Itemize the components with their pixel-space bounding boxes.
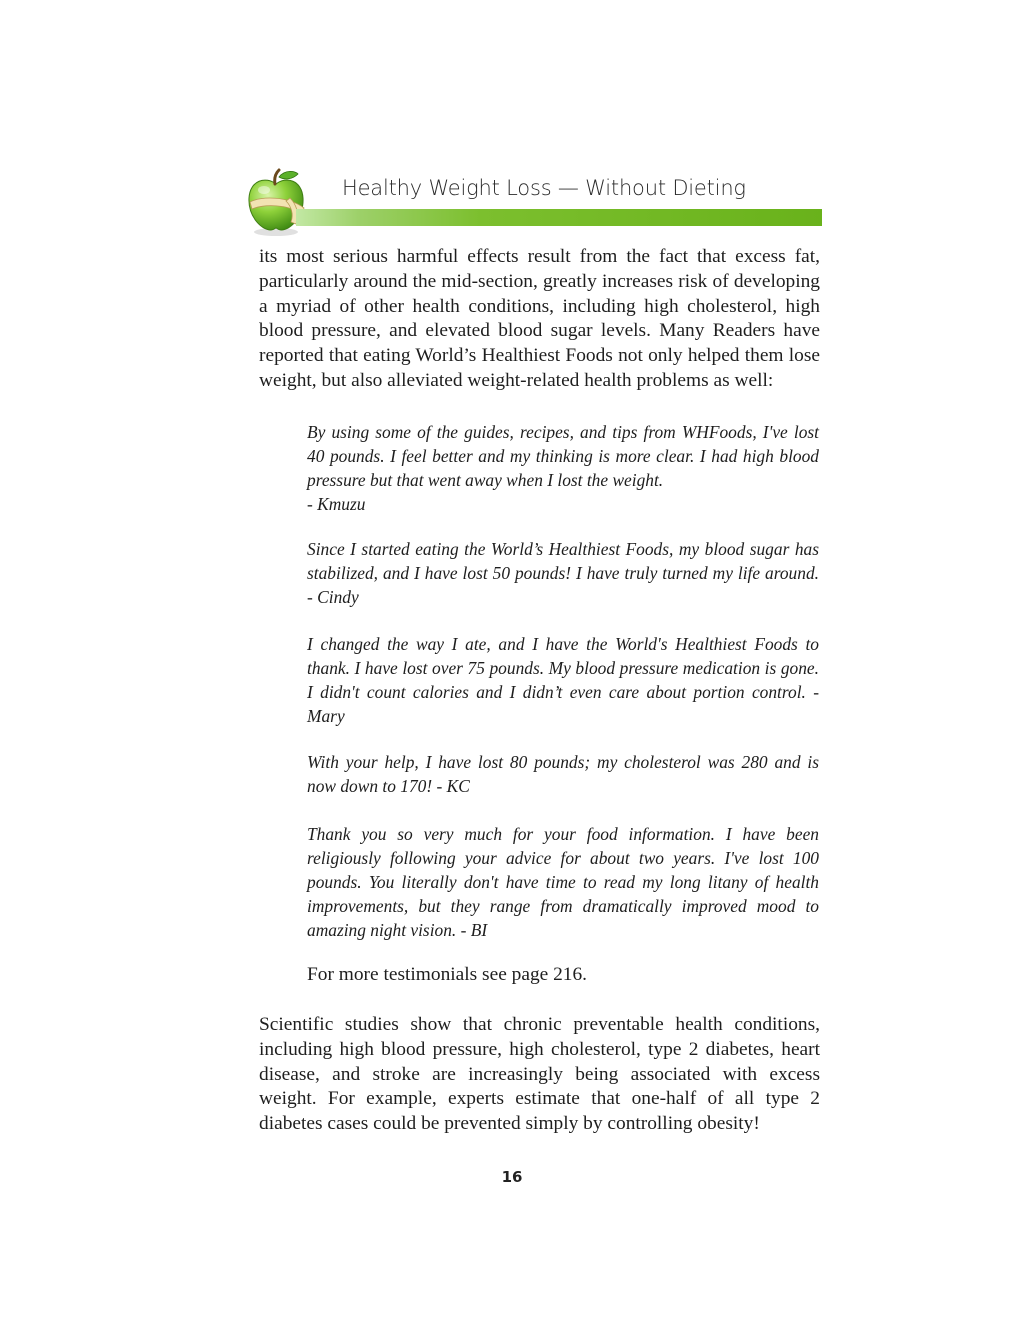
running-header-title: Healthy Weight Loss — Without Dieting bbox=[342, 176, 746, 200]
intro-paragraph: its most serious harmful effects result from the fact that excess fat, particularly around the mid-section, greatly increases risk of developing a myriad of other health conditions, including high cholesterol, high blood pressure, and elevated blood sugar levels. Many Readers have reported that eating World’s Healthiest Foods not only helped them lose weight, but also alleviated weight-related health problems as well: bbox=[259, 246, 820, 391]
testimonial-author: - Kmuzu bbox=[307, 494, 366, 514]
testimonials-block bbox=[307, 420, 819, 942]
header-accent-bar bbox=[296, 209, 822, 226]
testimonials-reference: For more testimonials see page 216. bbox=[307, 964, 588, 985]
testimonial-text: By using some of the guides, recipes, and tips from WHFoods, I've lost 40 pounds. I feel better and my thinking is more clear. I had high blood pressure but that went away when I lost the weight. bbox=[307, 422, 819, 490]
page-number: 16 bbox=[501, 1168, 523, 1186]
testimonial-quote bbox=[307, 420, 819, 516]
testimonial-quote: With your help, I have lost 80 pounds; my cholesterol was 280 and is now down to 170! - KC bbox=[307, 752, 819, 796]
testimonial-quote: Thank you so very much for your food information. I have been religiously following your advice for about two years. I've lost 100 pounds. You literally don't have time to read my long litany of health improvements, but they range from dramatically improved mood to amazing night vision. - BI bbox=[307, 824, 819, 940]
apple-logo-icon bbox=[244, 168, 308, 238]
testimonial-quote: I changed the way I ate, and I have the World's Healthiest Foods to thank. I have lost over 75 pounds. My blood pressure medication is gone. I didn't count calories and I didn’t even care about portion control. - Mary bbox=[307, 634, 819, 726]
testimonial-quote: Since I started eating the World’s Healthiest Foods, my blood sugar has stabilized, and I have lost 50 pounds! I have truly turned my life around. - Cindy bbox=[307, 539, 819, 607]
closing-paragraph: Scientific studies show that chronic preventable health conditions, including high blood pressure, high cholesterol, type 2 diabetes, heart disease, and stroke are increasingly being associated with excess weight. For example, experts estimate that one-half of all type 2 diabetes cases could be prevented simply by controlling obesity! bbox=[259, 1014, 820, 1135]
